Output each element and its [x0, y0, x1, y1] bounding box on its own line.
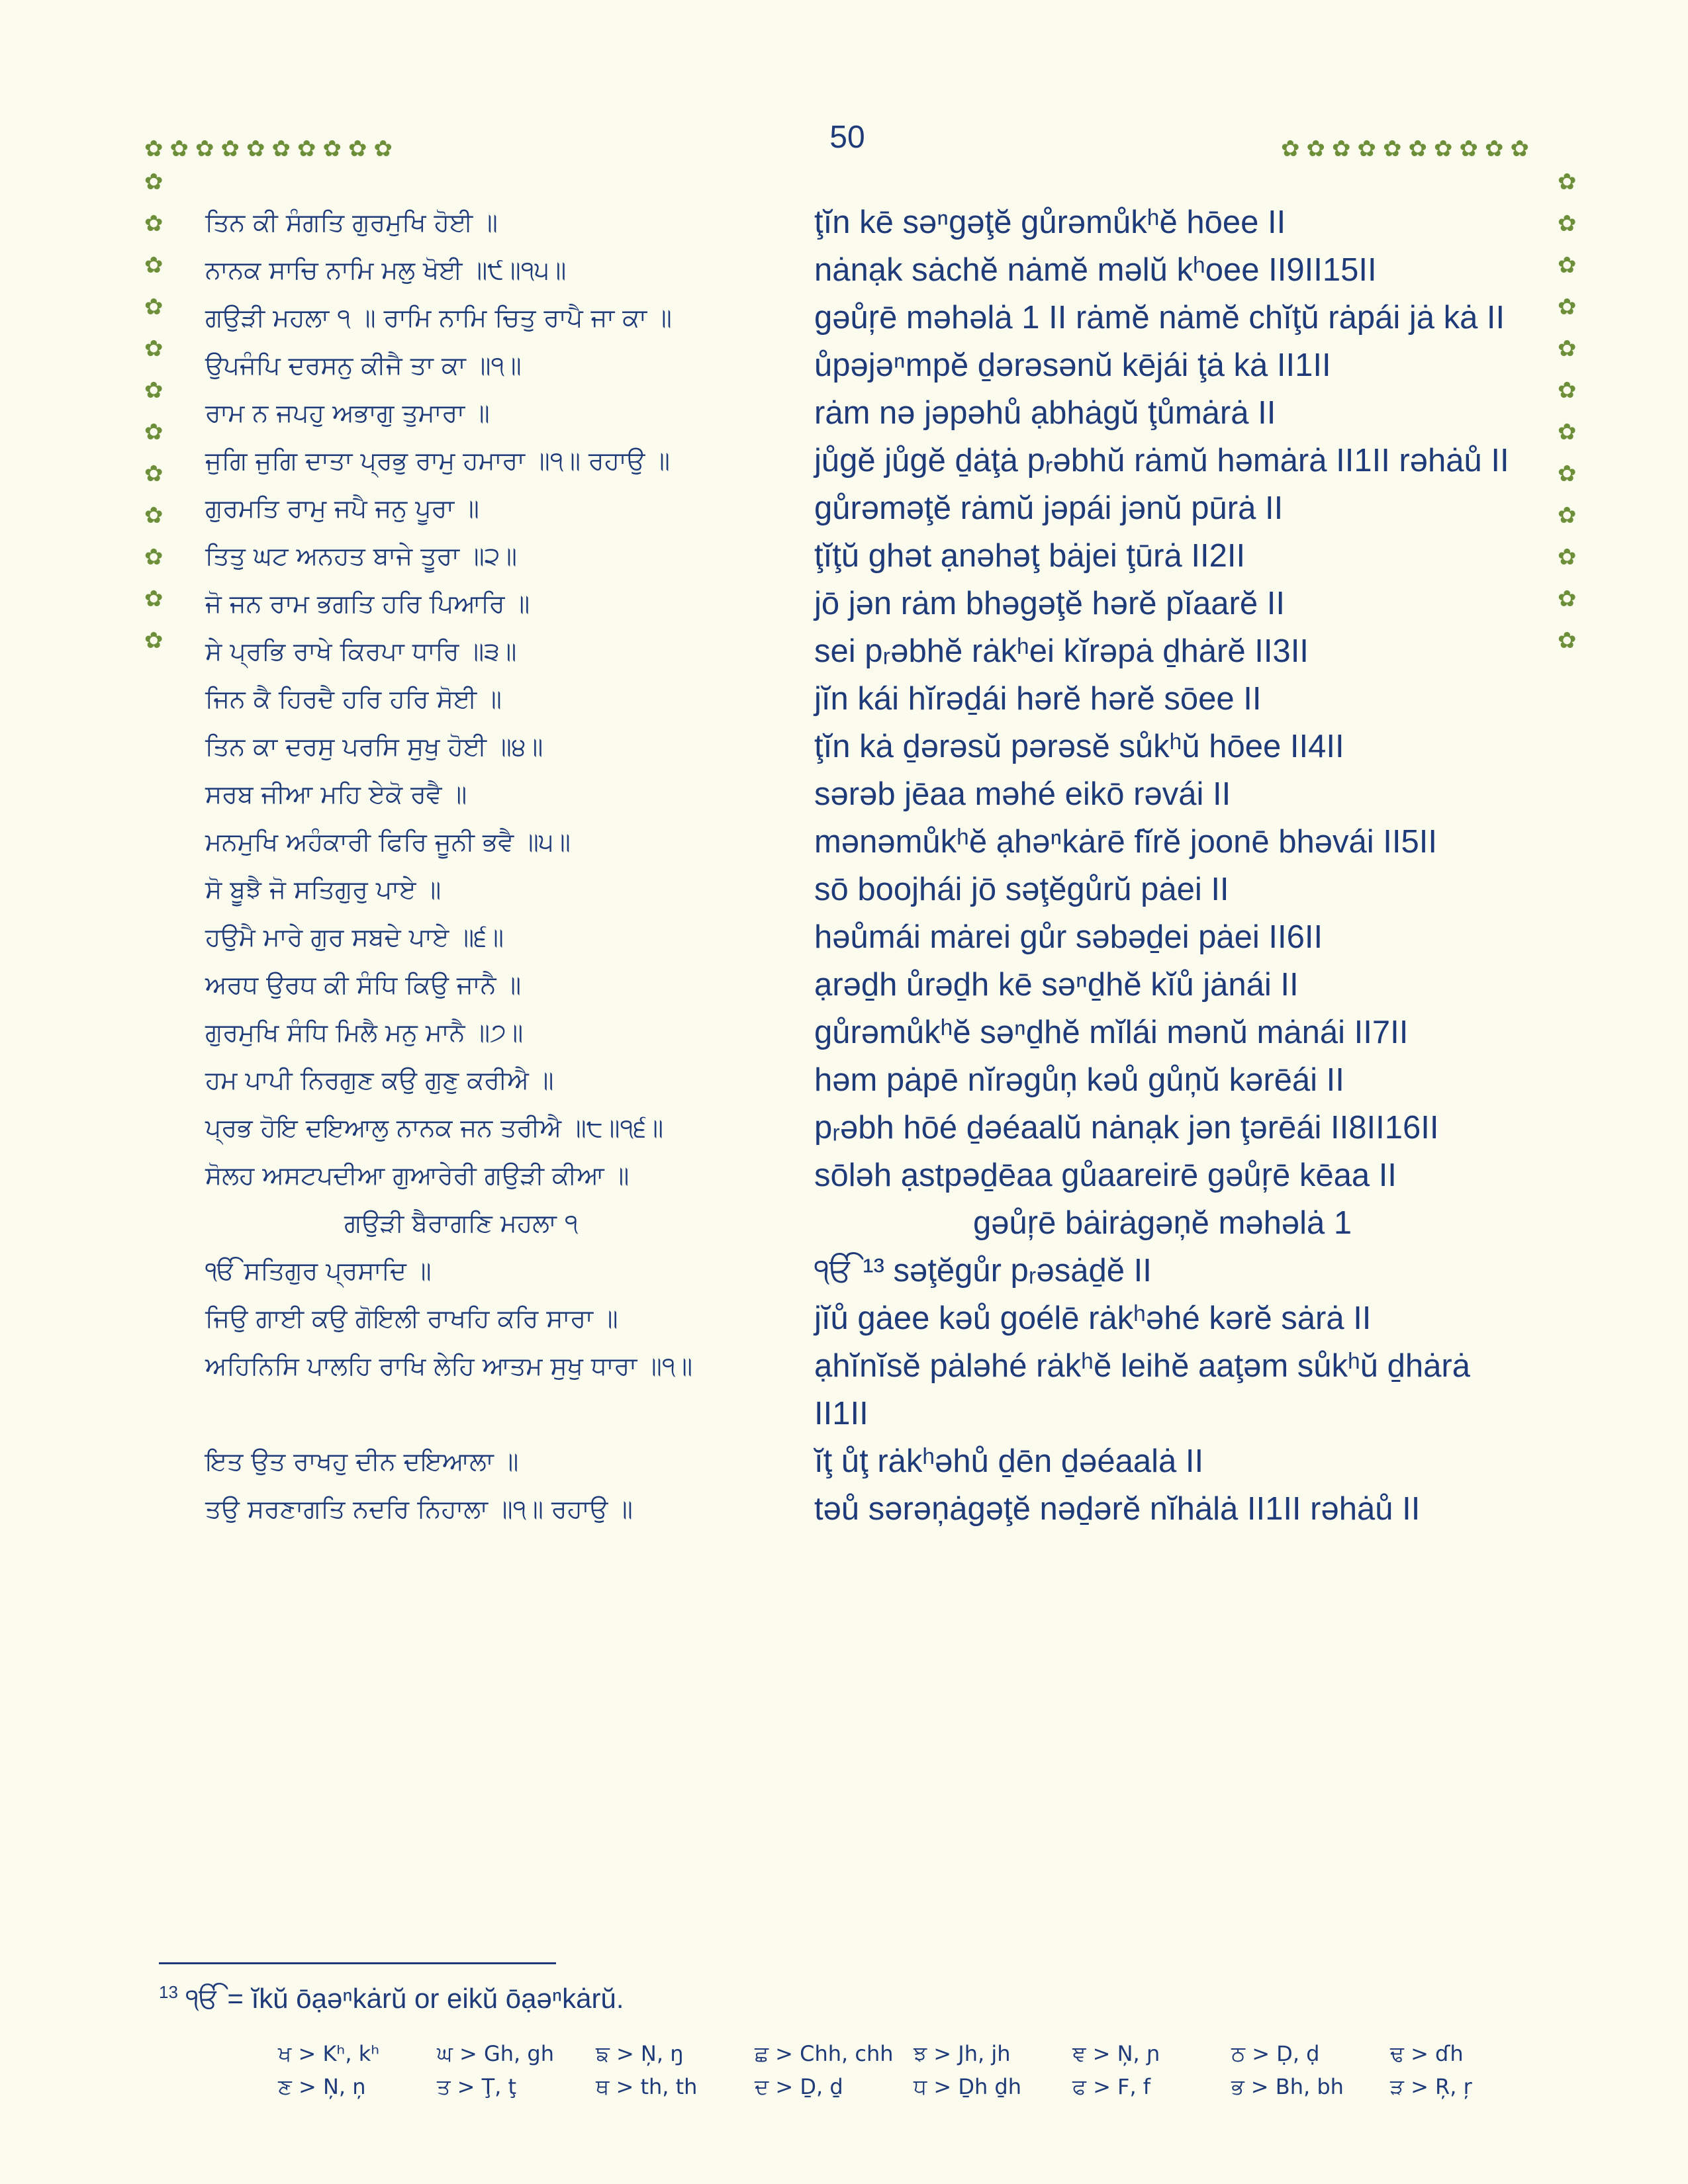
- verse-row: [205, 1199, 1523, 1247]
- verse-row: [205, 1437, 1523, 1485]
- key-entry: ਝ > Jh, jh: [914, 2040, 1011, 2066]
- flower-ornament-icon: ✿: [144, 461, 164, 486]
- page-number: 50: [829, 120, 865, 155]
- flower-ornament-icon: ✿: [373, 136, 393, 161]
- verse-row: [205, 723, 1523, 770]
- transliteration-text: jůgĕ jůgĕ ḏȧţȧ pᵣəbhŭ rȧmŭ həmȧrȧ II1II rəhȧů II: [814, 443, 1509, 478]
- gurmukhi-text: ਮਨਮੁਖਿ ਅਹੰਕਾਰੀ ਫਿਰਿ ਜੂਨੀ ਭਵੈ ॥੫॥: [205, 827, 571, 856]
- gurmukhi-text: ਨਾਨਕ ਸਾਚਿ ਨਾਮਿ ਮਲੁ ਖੋਈ ॥੯॥੧੫॥: [205, 255, 567, 285]
- ornament-top-left: [144, 138, 393, 160]
- gurmukhi-text: ਗਉੜੀ ਬੈਰਾਗਣਿ ਮਹਲਾ ੧: [344, 1208, 579, 1238]
- verse-row: [205, 1485, 1523, 1533]
- flower-ornament-icon: ✿: [322, 136, 342, 161]
- key-entry: ਧ > Ḏh ḏh: [914, 2073, 1022, 2099]
- verse-row: [205, 961, 1523, 1009]
- transliteration-text: sərəb jēaa məhé eikō rəvái II: [814, 776, 1231, 812]
- transliteration-text: həůmái mȧrei gůr səbəḏei pȧei II6II: [814, 919, 1323, 955]
- key-entry: ਢ > ɗh: [1390, 2040, 1464, 2066]
- transliteration-text: pᵣəbh hōé ḏəéaalŭ nȧnạk jən ţərēái II8II16II: [814, 1110, 1439, 1146]
- flower-ornament-icon: ✿: [1306, 136, 1325, 161]
- flower-ornament-icon: ✿: [195, 136, 214, 161]
- key-entry: ਤ > Ţ, ţ: [437, 2073, 517, 2099]
- transliteration-text: mənəmůkʰĕ ạhəⁿkȧrē fĭrĕ joonē bhəvái II5II: [814, 824, 1437, 860]
- key-entry: ਠ > Ḍ, ḍ: [1231, 2040, 1320, 2066]
- verse-row: [205, 199, 1523, 246]
- flower-ornament-icon: ✿: [246, 136, 265, 161]
- flower-ornament-icon: ✿: [1558, 420, 1577, 445]
- gurmukhi-text: ਤਉ ਸਰਣਾਗਤਿ ਨਦਰਿ ਨਿਹਾਲਾ ॥੧॥ ਰਹਾਉ ॥: [205, 1494, 633, 1524]
- flower-ornament-icon: ✿: [144, 628, 164, 653]
- verse-row: [205, 1342, 1523, 1437]
- key-entry: ਫ > F, f: [1072, 2073, 1151, 2099]
- flower-ornament-icon: ✿: [144, 586, 164, 612]
- verse-row: [205, 913, 1523, 961]
- flower-ornament-icon: ✿: [1558, 545, 1577, 570]
- transliteration-text: ạrəḏh ůrəḏh kē səⁿḏhĕ kĭů jȧnái II: [814, 967, 1299, 1003]
- flower-ornament-icon: ✿: [144, 169, 164, 195]
- flower-ornament-icon: ✿: [1408, 136, 1427, 161]
- verse-list: [205, 199, 1523, 1533]
- flower-ornament-icon: ✿: [297, 136, 316, 161]
- verse-row: [205, 675, 1523, 723]
- transliteration-text: ůpəjəⁿmpĕ ḏərəsənŭ kējái ţȧ kȧ II1II: [814, 347, 1331, 383]
- key-entry: ਛ > Chh, chh: [755, 2040, 894, 2066]
- flower-ornament-icon: ✿: [1485, 136, 1504, 161]
- verse-row: [205, 389, 1523, 437]
- key-entry: ੜ > Ŗ, ŗ: [1390, 2073, 1472, 2099]
- verse-row: [205, 1104, 1523, 1152]
- transliteration-text: təů sərəņȧgəţĕ nəḏərĕ nĭhȧlȧ II1II rəhȧů II: [814, 1491, 1421, 1527]
- verse-row: [205, 1247, 1523, 1295]
- flower-ornament-icon: ✿: [144, 503, 164, 528]
- transliteration-text: gəůŗē bȧirȧgəņĕ məhəlȧ 1: [973, 1205, 1352, 1241]
- gurmukhi-text: ਜੁਗਿ ਜੁਗਿ ਦਾਤਾ ਪ੍ਰਭੁ ਰਾਮੁ ਹਮਾਰਾ ॥੧॥ ਰਹਾਉ ॥: [205, 446, 670, 475]
- footnote: [159, 1982, 1417, 2015]
- gurmukhi-text: ਅਹਿਨਿਸਿ ਪਾਲਹਿ ਰਾਖਿ ਲੇਹਿ ਆਤਮ ਸੁਖੁ ਧਾਰਾ ॥੧॥: [205, 1351, 693, 1381]
- transliteration-text: sō boojhái jō səţĕgůrŭ pȧei II: [814, 872, 1229, 907]
- flower-ornament-icon: ✿: [348, 136, 367, 161]
- transliteration-text: gůrəməţĕ rȧmŭ jəpái jənŭ pūrȧ II: [814, 490, 1284, 526]
- flower-ornament-icon: ✿: [1332, 136, 1351, 161]
- verse-row: [205, 627, 1523, 675]
- transliteration-text: ạhĭnĭsĕ pȧləhé rȧkʰĕ leihĕ aaţəm sůkʰŭ ḏhȧrȧ II1II: [814, 1348, 1470, 1432]
- verse-row: [205, 532, 1523, 580]
- flower-ornament-icon: ✿: [1459, 136, 1478, 161]
- flower-ornament-icon: ✿: [1558, 336, 1577, 361]
- transliteration-text: ੴ ¹³ səţĕgůr pᵣəsȧḏĕ II: [814, 1253, 1152, 1289]
- flower-ornament-icon: ✿: [1558, 169, 1577, 195]
- footnote-rule: [159, 1962, 556, 1964]
- flower-ornament-icon: ✿: [1558, 586, 1577, 612]
- gurmukhi-text: ਅਰਧ ਉਰਧ ਕੀ ਸੰਧਿ ਕਿਉ ਜਾਨੈ ॥: [205, 970, 522, 999]
- gurmukhi-text: ਗੁਰਮੁਖਿ ਸੰਧਿ ਮਿਲੈ ਮਨੁ ਮਾਨੈ ॥੭॥: [205, 1018, 524, 1047]
- key-entry: ਭ > Bh, bh: [1231, 2073, 1344, 2099]
- ornament-top-right: [1281, 138, 1529, 160]
- transliteration-text: ţĭţŭ ghət ạnəhəţ bȧjei ţūrȧ II2II: [814, 538, 1246, 574]
- transliteration-text: ţĭn kē səⁿgəţĕ gůrəmůkʰĕ hōee II: [814, 205, 1286, 240]
- flower-ornament-icon: ✿: [1558, 378, 1577, 403]
- flower-ornament-icon: ✿: [271, 136, 291, 161]
- flower-ornament-icon: ✿: [144, 378, 164, 403]
- flower-ornament-icon: ✿: [144, 253, 164, 278]
- gurmukhi-text: ਤਿਤੁ ਘਟ ਅਨਹਤ ਬਾਜੇ ਤੂਰਾ ॥੨॥: [205, 541, 517, 570]
- transliteration-text: həm pȧpē nĭrəgůņ kəů gůņŭ kərēái II: [814, 1062, 1344, 1098]
- key-entry: ਙ > Ņ, ŋ: [596, 2040, 684, 2066]
- footnote-number: 13: [159, 1982, 178, 2002]
- gurmukhi-text: ਸੋ ਬੂਝੈ ਜੋ ਸਤਿਗੁਰੁ ਪਾਏ ॥: [205, 875, 442, 904]
- ornament-left-column: [144, 171, 164, 652]
- transliteration-text: sei pᵣəbhĕ rȧkʰei kĭrəpȧ ḏhȧrĕ II3II: [814, 633, 1309, 669]
- key-row: [278, 2037, 1470, 2070]
- gurmukhi-text: ਜਿਉ ਗਾਈ ਕਉ ਗੋਇਲੀ ਰਾਖਹਿ ਕਰਿ ਸਾਰਾ ॥: [205, 1304, 618, 1333]
- flower-ornament-icon: ✿: [220, 136, 240, 161]
- key-entry: ਞ > Ņ, ɲ: [1072, 2040, 1160, 2066]
- flower-ornament-icon: ✿: [1558, 295, 1577, 320]
- verse-row: [205, 1009, 1523, 1056]
- gurmukhi-text: ਹਉਮੈ ਮਾਰੇ ਗੁਰ ਸਬਦੇ ਪਾਏ ॥੬॥: [205, 923, 504, 952]
- verse-row: [205, 770, 1523, 818]
- flower-ornament-icon: ✿: [1558, 503, 1577, 528]
- ornament-right-column: [1558, 171, 1577, 652]
- flower-ornament-icon: ✿: [1383, 136, 1402, 161]
- gurmukhi-text: ਜਿਨ ਕੈ ਹਿਰਦੈ ਹਰਿ ਹਰਿ ਸੋਈ ॥: [205, 684, 502, 713]
- verse-row: [205, 246, 1523, 294]
- transliteration-text: jĭn kái hĭrəḏái hərĕ hərĕ sōee II: [814, 681, 1262, 717]
- transliteration-text: jĭů gȧee kəů goélē rȧkʰəhé kərĕ sȧrȧ II: [814, 1300, 1372, 1336]
- key-entry: ਖ > Kʰ, kʰ: [278, 2040, 380, 2066]
- verse-row: [205, 294, 1523, 341]
- verse-row: [205, 580, 1523, 627]
- flower-ornament-icon: ✿: [1558, 461, 1577, 486]
- verse-row: [205, 818, 1523, 866]
- verse-row: [205, 341, 1523, 389]
- gurmukhi-text: ਰਾਮ ਨ ਜਪਹੁ ਅਭਾਗੁ ਤੁਮਾਰਾ ॥: [205, 398, 490, 428]
- transliteration-text: rȧm nə jəpəhů ạbhȧgŭ ţůmȧrȧ II: [814, 395, 1276, 431]
- key-entry: ਦ > Ḏ, ḏ: [755, 2073, 843, 2099]
- flower-ornament-icon: ✿: [1281, 136, 1300, 161]
- flower-ornament-icon: ✿: [1558, 211, 1577, 236]
- flower-ornament-icon: ✿: [1434, 136, 1453, 161]
- flower-ornament-icon: ✿: [169, 136, 189, 161]
- gurmukhi-text: ਗਉੜੀ ਮਹਲਾ ੧ ॥ ਰਾਮਿ ਨਾਮਿ ਚਿਤੁ ਰਾਪੈ ਜਾ ਕਾ ॥: [205, 303, 672, 332]
- gurmukhi-text: ਉਪਜੰਪਿ ਦਰਸਨੁ ਕੀਜੈ ਤਾ ਕਾ ॥੧॥: [205, 351, 522, 380]
- transliteration-text: ĭţ ůţ rȧkʰəhů ḏēn ḏəéaalȧ II: [814, 1443, 1204, 1479]
- gurmukhi-text: ਤਿਨ ਕਾ ਦਰਸੁ ਪਰਸਿ ਸੁਖੁ ਹੋਈ ॥੪॥: [205, 732, 543, 761]
- verse-row: [205, 484, 1523, 532]
- transliteration-text: nȧnạk sȧchĕ nȧmĕ məlŭ kʰoee II9II15II: [814, 252, 1377, 288]
- verse-row: [205, 437, 1523, 484]
- flower-ornament-icon: ✿: [144, 136, 164, 161]
- verse-row: [205, 866, 1523, 913]
- flower-ornament-icon: ✿: [144, 211, 164, 236]
- gurmukhi-text: ਹਮ ਪਾਪੀ ਨਿਰਗੁਣ ਕਉ ਗੁਣੁ ਕਰੀਐ ॥: [205, 1066, 554, 1095]
- key-row: [278, 2070, 1470, 2103]
- transliteration-text: jō jən rȧm bhəgəţĕ hərĕ pĭaarĕ II: [814, 586, 1285, 621]
- flower-ornament-icon: ✿: [1510, 136, 1529, 161]
- flower-ornament-icon: ✿: [144, 545, 164, 570]
- verse-row: [205, 1295, 1523, 1342]
- key-entry: ਣ > Ņ, ņ: [278, 2073, 366, 2099]
- gurmukhi-text: ਸੇ ਪ੍ਰਭਿ ਰਾਖੇ ਕਿਰਪਾ ਧਾਰਿ ॥੩॥: [205, 637, 517, 666]
- transliteration-text: gəůŗē məhəlȧ 1 II rȧmĕ nȧmĕ chĭţŭ rȧpái jȧ kȧ II: [814, 300, 1505, 336]
- key-entry: ਥ > th, th: [596, 2073, 698, 2099]
- footnote-text: ੴ = ĭkŭ ōạəⁿkȧrŭ or eikŭ ōạəⁿkȧrŭ.: [185, 1983, 624, 2014]
- gurmukhi-text: ਸਰਬ ਜੀਆ ਮਹਿ ਏਕੋ ਰਵੈ ॥: [205, 780, 467, 809]
- verse-row: [205, 1152, 1523, 1199]
- gurmukhi-text: ਸੋਲਹ ਅਸਟਪਦੀਆ ਗੁਆਰੇਰੀ ਗਉੜੀ ਕੀਆ ॥: [205, 1161, 630, 1190]
- gurmukhi-text: ਤਿਨ ਕੀ ਸੰਗਤਿ ਗੁਰਮੁਖਿ ਹੋਈ ॥: [205, 208, 498, 237]
- flower-ornament-icon: ✿: [1558, 253, 1577, 278]
- flower-ornament-icon: ✿: [1357, 136, 1376, 161]
- flower-ornament-icon: ✿: [1558, 628, 1577, 653]
- gurmukhi-text: ਜੋ ਜਨ ਰਾਮ ਭਗਤਿ ਹਰਿ ਪਿਆਰਿ ॥: [205, 589, 530, 618]
- flower-ornament-icon: ✿: [144, 295, 164, 320]
- gurmukhi-text: ਪ੍ਰਭ ਹੋਇ ਦਇਆਲੁ ਨਾਨਕ ਜਨ ਤਰੀਐ ॥੮॥੧੬॥: [205, 1113, 664, 1142]
- transliteration-text: ţĭn kȧ ḏərəsŭ pərəsĕ sůkʰŭ hōee II4II: [814, 729, 1344, 764]
- flower-ornament-icon: ✿: [144, 420, 164, 445]
- transliteration-key: [278, 2037, 1470, 2103]
- key-entry: ਘ > Gh, gh: [437, 2040, 554, 2066]
- gurmukhi-text: ਗੁਰਮਤਿ ਰਾਮੁ ਜਪੈ ਜਨੁ ਪੂਰਾ ॥: [205, 494, 479, 523]
- gurmukhi-text: ੴ ਸਤਿਗੁਰ ਪ੍ਰਸਾਦਿ ॥: [205, 1256, 432, 1285]
- flower-ornament-icon: ✿: [144, 336, 164, 361]
- transliteration-text: gůrəmůkʰĕ səⁿḏhĕ mĭlái mənŭ mȧnái II7II: [814, 1015, 1409, 1050]
- gurmukhi-text: ਇਤ ਉਤ ਰਾਖਹੁ ਦੀਨ ਦਇਆਲਾ ॥: [205, 1447, 519, 1476]
- transliteration-text: sōləh ạstpəḏēaa gůaareirē gəůŗē kēaa II: [814, 1158, 1397, 1193]
- verse-row: [205, 1056, 1523, 1104]
